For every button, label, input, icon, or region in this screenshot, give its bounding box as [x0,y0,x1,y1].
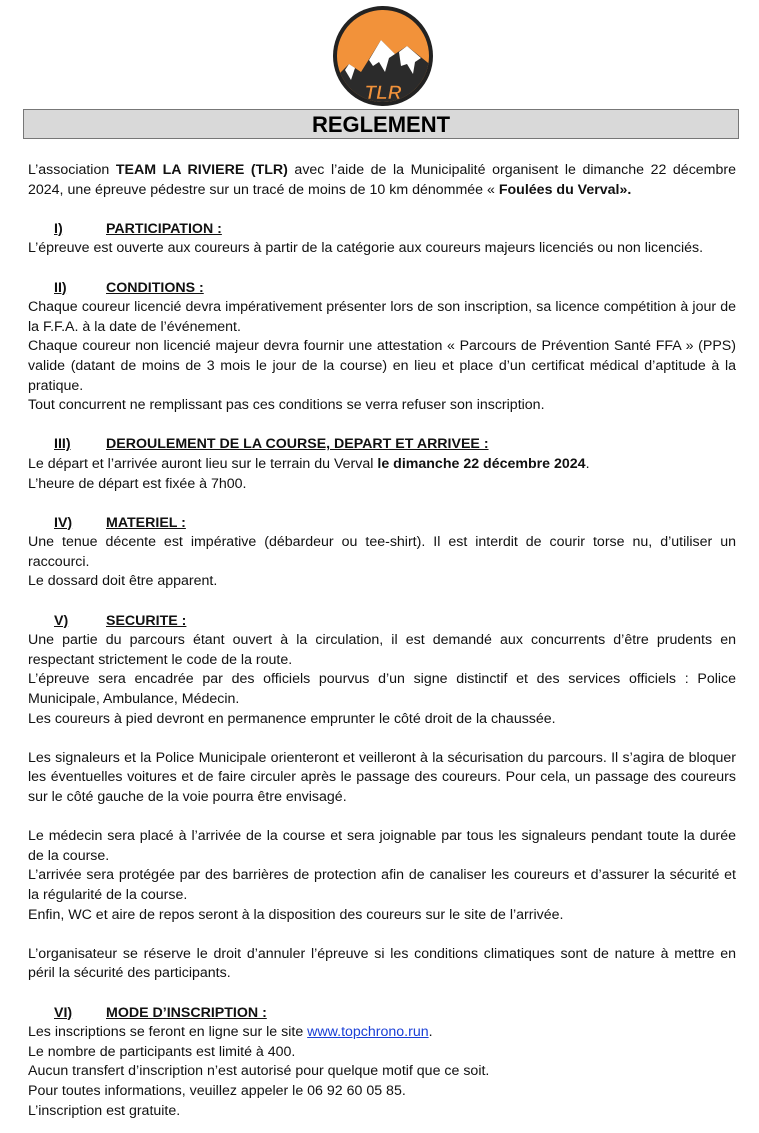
section-number: III) [54,436,71,453]
securite-paragraph-3: Les coureurs à pied devront en permanence emprunter le côté droit de la chaussée. [28,710,556,727]
section-heading-deroulement [28,435,736,455]
tlr-logo [329,4,437,108]
section-number: VI) [54,1004,73,1021]
section-number: V) [54,612,69,629]
section-title: SECURITE : [106,612,187,629]
section-title: PARTICIPATION : [106,220,222,237]
securite-paragraph-6: L’arrivée sera protégée par des barrières de protection afin de canaliser les coureurs et d’assurer la sécurité et la régularité de la course. [28,867,736,903]
topchrono-link[interactable]: www.topchrono.run [307,1024,429,1041]
inscription-paragraph-3: Aucun transfert d’inscription n’est autorisé pour quelque motif que ce soit. [28,1063,490,1080]
intro-race-name: Foulées du Verval». [498,181,632,198]
section-title: MATERIEL : [106,514,186,531]
securite-paragraph-2: L’épreuve sera encadrée par des officiels pourvus d’un signe distinctif et des services officiels : Police Municipale, Ambulance, Médecin. [28,671,736,708]
deroulement-paragraph-2: L’heure de départ est fixée à 7h00. [28,475,247,492]
inscription-paragraph-4: Pour toutes informations, veuillez appeler le 06 92 60 05 85. [28,1082,406,1099]
intro-paragraph [28,161,736,200]
section-heading-securite [28,612,736,632]
section-heading-conditions [28,279,736,299]
securite-paragraph-8: L’organisateur se réserve le droit d’annuler l’épreuve si les conditions climatiques sont de nature à mettre en péril la sécurité des participants. [28,945,736,982]
regulation-body [28,161,736,1121]
deroulement-period: . [585,455,590,472]
intro-org: TEAM LA RIVIERE (TLR) [115,162,288,178]
materiel-paragraph-1: Une tenue décente est impérative (débardeur ou tee-shirt). Il est interdit de courir torse nu, d’utiliser un raccourci. [28,534,736,570]
participation-text: L’épreuve est ouverte aux coureurs à partir de la catégorie aux coureurs majeurs licenciés ou non licenciés. [28,240,704,257]
inscription-paragraph-5: L’inscription est gratuite. [28,1102,181,1119]
securite-paragraph-1: Une partie du parcours étant ouvert à la circulation, il est demandé aux concurrents d’être prudents en respectant strictement le code de la route. [28,632,736,668]
inscription-text: Les inscriptions se feront en ligne sur le site [28,1024,308,1041]
race-date: le dimanche 22 décembre 2024 [377,455,586,472]
intro-text-1: L’association [28,162,116,178]
securite-paragraph-4: Les signaleurs et la Police Municipale orienteront et veilleront à la sécurisation du parcours. Il s’agira de bloquer les éventuelles voitures et de faire circuler après le passage des coureurs. Pour cela, un passage des coureurs sur le côté gauche de la voie pourra être envisagé. [28,749,736,805]
conditions-paragraph-3: Tout concurrent ne remplissant pas ces conditions se verra refuser son inscription. [28,397,545,414]
section-number: I) [54,220,63,237]
inscription-paragraph-1 [28,1023,736,1043]
materiel-paragraph-2: Le dossard doit être apparent. [28,573,218,590]
section-title: MODE D’INSCRIPTION : [106,1004,267,1021]
securite-paragraph-7: Enfin, WC et aire de repos seront à la disposition des coureurs sur le site de l’arrivée. [28,906,564,923]
intro-text-2: avec l’aide de la Municipalité organisent le dimanche 22 décembre 2024, une épreuve pédestre sur un tracé de moins de 10 km dénommée « [28,162,737,198]
conditions-paragraph-1: Chaque coureur licencié devra impérativement présenter lors de son inscription, sa licence compétition à jour de la F.F.A. à la date de l’événement. [28,299,736,335]
section-title: DEROULEMENT DE LA COURSE, DEPART ET ARRIVEE : [106,436,489,453]
securite-paragraph-5: Le médecin sera placé à l’arrivée de la course et sera joignable par tous les signaleurs pendant toute la durée de la course. [28,828,736,864]
logo-text: TLR [364,83,402,104]
section-heading-inscription [28,1004,736,1024]
conditions-paragraph-2: Chaque coureur non licencié majeur devra fournir une attestation « Parcours de Prévention Santé FFA » (PPS) valide (datant de moins de 3 mois le jour de la course) en lieu et place d’un certificat médical d’aptitude à la pratique. [28,338,736,394]
section-heading-participation [28,220,736,240]
section-title: CONDITIONS : [106,279,204,296]
section-heading-materiel [28,514,736,534]
inscription-period: . [428,1024,433,1041]
section-number: II) [54,279,67,296]
inscription-paragraph-2: Le nombre de participants est limité à 400. [28,1043,296,1060]
deroulement-text: Le départ et l’arrivée auront lieu sur le terrain du Verval [28,455,378,472]
section-number: IV) [54,514,73,531]
deroulement-paragraph-1 [28,455,736,475]
page-title: REGLEMENT [23,109,739,139]
